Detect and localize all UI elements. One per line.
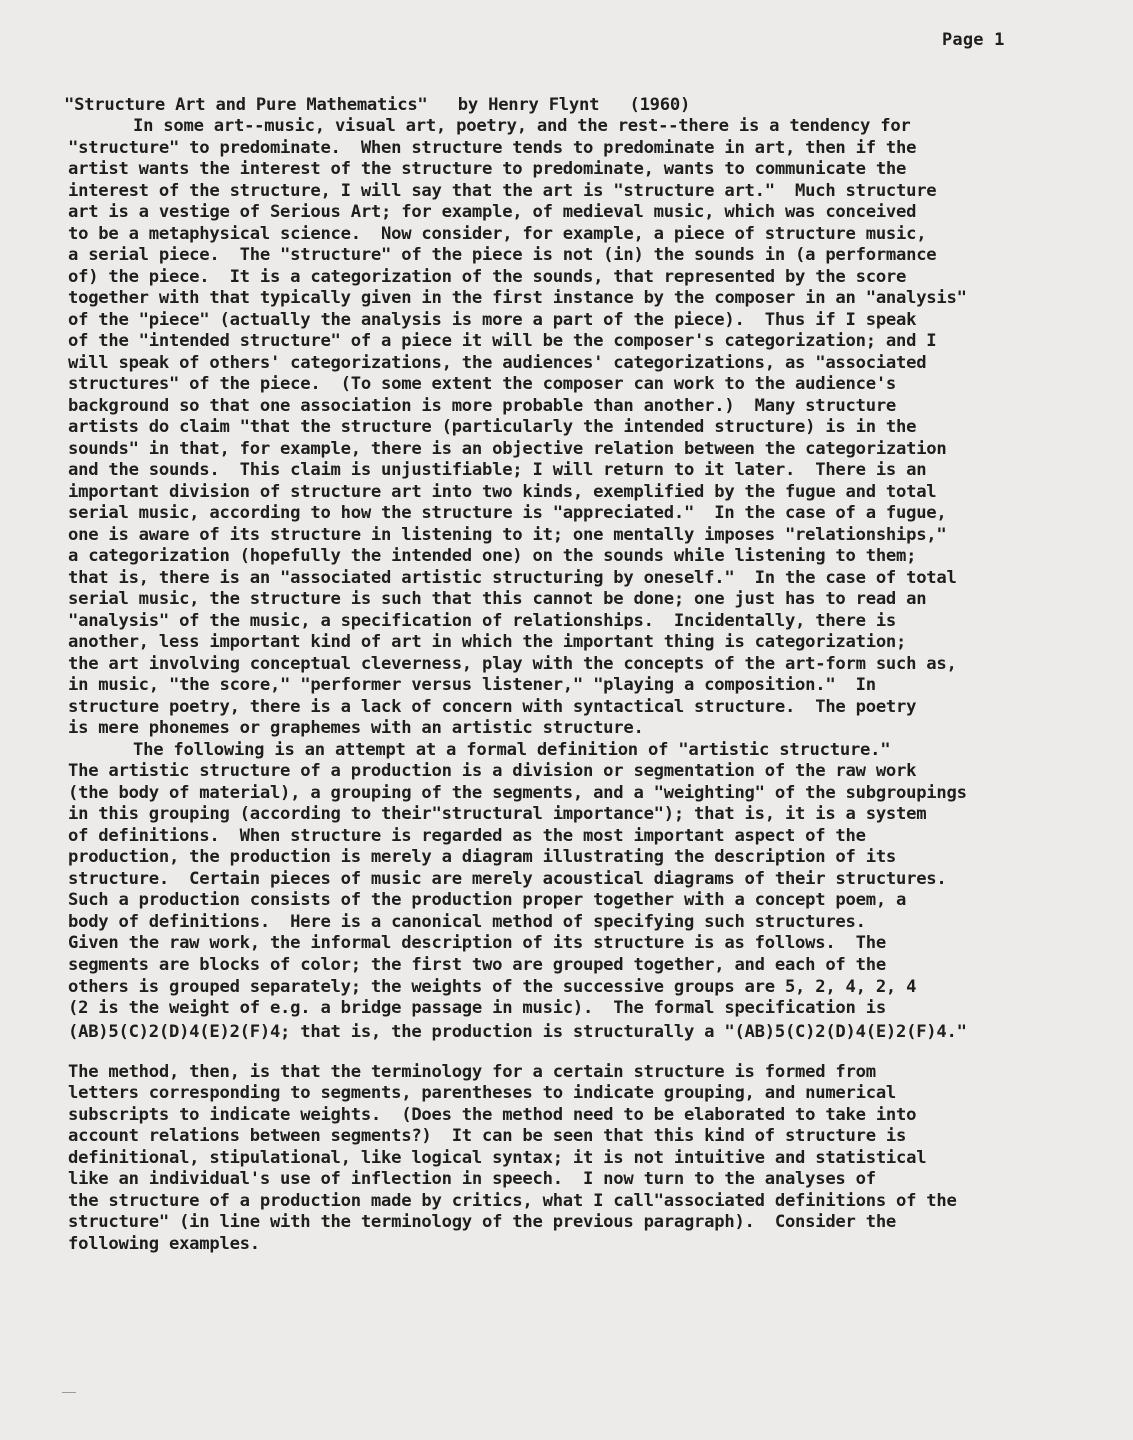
text-line: The artistic structure of a production is a division or segmentation of the raw work [68, 761, 917, 781]
document-heading: "Structure Art and Pure Mathematics" by Henry Flynt (1960) [64, 95, 691, 115]
text-line: the structure of a production made by critics, what I call"associated definitions of the [68, 1191, 957, 1211]
text-line: account relations between segments?) It can be seen that this kind of structure is [68, 1126, 907, 1146]
text-line: letters corresponding to segments, parentheses to indicate grouping, and numerical [68, 1083, 897, 1103]
text-line: others is grouped separately; the weights of the successive groups are 5, 2, 4, 2, 4 [68, 977, 917, 997]
text-line: artists do claim "that the structure (particularly the intended structure) is in the [68, 417, 917, 437]
text-line: sounds" in that, for example, there is an objective relation between the categorization [68, 439, 947, 459]
text-line: body of definitions. Here is a canonical method of specifying such structures. [68, 912, 866, 932]
text-line: interest of the structure, I will say that the art is "structure art." Much structure [68, 181, 937, 201]
text-line: together with that typically given in the first instance by the composer in an "analysis" [68, 288, 967, 308]
text-line: structure. Certain pieces of music are merely acoustical diagrams of their structures. [68, 869, 947, 889]
text-line: structures" of the piece. (To some extent the composer can work to the audience's [68, 374, 897, 394]
text-line: serial music, the structure is such that this cannot be done; one just has to read an [68, 589, 927, 609]
margin-mark [62, 1392, 76, 1393]
text-line: the art involving conceptual cleverness, play with the concepts of the art-form such as, [68, 654, 957, 674]
text-line: Given the raw work, the informal description of its structure is as follows. The [68, 933, 886, 953]
text-line: that is, there is an "associated artistic structuring by oneself." In the case of total [68, 568, 957, 588]
text-line: serial music, according to how the structure is "appreciated." In the case of a fugue, [68, 503, 947, 523]
text-line: background so that one association is more probable than another.) Many structure [68, 396, 897, 416]
text-line: of the "intended structure" of a piece it will be the composer's categorization; and I [68, 331, 937, 351]
text-line: like an individual's use of inflection in speech. I now turn to the analyses of [68, 1169, 876, 1189]
text-line: segments are blocks of color; the first two are grouped together, and each of the [68, 955, 886, 975]
text-line: definitional, stipulational, like logical syntax; it is not intuitive and statistical [68, 1148, 927, 1168]
text-line: art is a vestige of Serious Art; for example, of medieval music, which was conceived [68, 202, 917, 222]
text-line: one is aware of its structure in listening to it; one mentally imposes "relationships," [68, 525, 947, 545]
text-line: structure poetry, there is a lack of concern with syntactical structure. The poetry [68, 697, 917, 717]
text-line: in this grouping (according to their"structural importance"); that is, it is a system [68, 804, 927, 824]
text-line: a categorization (hopefully the intended one) on the sounds while listening to them; [68, 546, 917, 566]
text-line: subscripts to indicate weights. (Does the method need to be elaborated to take into [68, 1105, 917, 1125]
text-line: of) the piece. It is a categorization of the sounds, that represented by the score [68, 267, 907, 287]
text-line: to be a metaphysical science. Now consider, for example, a piece of structure music, [68, 224, 927, 244]
text-line: will speak of others' categorizations, the audiences' categorizations, as "associated [68, 353, 927, 373]
text-line: of the "piece" (actually the analysis is more a part of the piece). Thus if I speak [68, 310, 917, 330]
text-line: production, the production is merely a diagram illustrating the description of its [68, 847, 897, 867]
text-line: (2 is the weight of e.g. a bridge passage in music). The formal specification is [68, 998, 886, 1018]
text-line: "analysis" of the music, a specification of relationships. Incidentally, there is [68, 611, 897, 631]
text-line: important division of structure art into two kinds, exemplified by the fugue and total [68, 482, 937, 502]
text-line: "structure" to predominate. When structure tends to predominate in art, then if the [68, 138, 917, 158]
formula-line: (AB)5(C)2(D)4(E)2(F)4; that is, the production is structurally a "(AB)5(C)2(D)4(E)2(F)4." [68, 1022, 967, 1042]
text-line: In some art--music, visual art, poetry, and the rest--there is a tendency for [133, 116, 911, 136]
text-line: structure" (in line with the terminology of the previous paragraph). Consider the [68, 1212, 897, 1232]
text-line: artist wants the interest of the structure to predominate, wants to communicate the [68, 159, 907, 179]
page-number: Page 1 [942, 30, 1005, 50]
text-line: and the sounds. This claim is unjustifiable; I will return to it later. There is an [68, 460, 927, 480]
text-line: is mere phonemes or graphemes with an artistic structure. [68, 718, 644, 738]
text-line: a serial piece. The "structure" of the piece is not (in) the sounds in (a performance [68, 245, 937, 265]
text-line: another, less important kind of art in which the important thing is categorization; [68, 632, 907, 652]
text-line: following examples. [68, 1234, 260, 1254]
text-line: The following is an attempt at a formal definition of "artistic structure." [133, 740, 891, 760]
text-line: in music, "the score," "performer versus listener," "playing a composition." In [68, 675, 876, 695]
text-line: of definitions. When structure is regarded as the most important aspect of the [68, 826, 866, 846]
text-line: (the body of material), a grouping of the segments, and a "weighting" of the subgroupings [68, 783, 967, 803]
text-line: The method, then, is that the terminology for a certain structure is formed from [68, 1062, 876, 1082]
text-line: Such a production consists of the production proper together with a concept poem, a [68, 890, 907, 910]
